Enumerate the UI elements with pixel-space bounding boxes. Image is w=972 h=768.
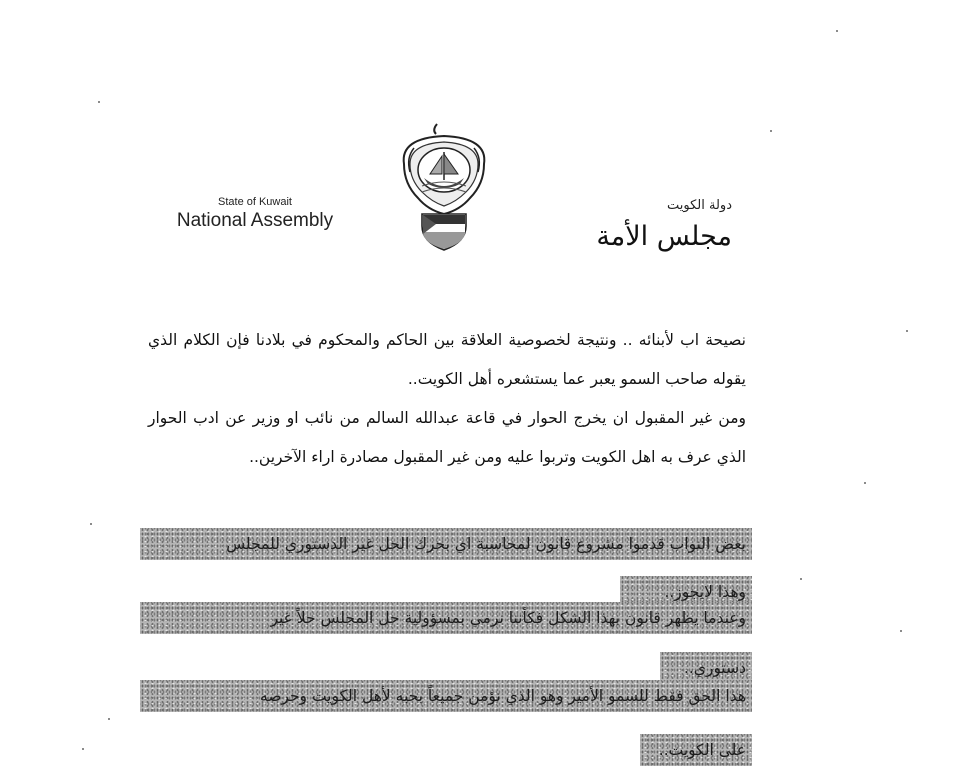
scan-speck [82, 748, 84, 750]
national-assembly-label: National Assembly [176, 210, 334, 231]
scan-speck [900, 630, 902, 632]
kuwait-emblem-icon [392, 118, 496, 254]
state-of-kuwait-label: State of Kuwait [218, 196, 292, 208]
paragraph-1: نصيحة اب لأبنائه .. ونتيجة لخصوصية العلاقة بين الحاكم والمحكوم في بلادنا فإن الكلام الذي يقوله صاحب السمو يعبر عما يستشعره أهل الكويت.. [148, 331, 746, 388]
scan-speck [906, 330, 908, 332]
arabic-letterhead [560, 198, 732, 252]
scan-speck [98, 101, 100, 103]
scan-speck [864, 482, 866, 484]
scan-speck [108, 718, 110, 720]
document-body [148, 321, 746, 477]
highlight-3-line-1: هذا الحق فقط للسمو الأمير وهو الذي نؤمن جميعاً بحبه لأهل الكويت وحرصه [140, 680, 752, 712]
paragraph-2: ومن غير المقبول ان يخرج الحوار في قاعة عبدالله السالم من نائب او وزير عن ادب الحوار الذي عرف به اهل الكويت وتربوا عليه ومن غير المقبول مصادرة اراء الآخرين.. [148, 409, 746, 466]
english-letterhead [160, 196, 350, 232]
scan-speck [770, 130, 772, 132]
national-assembly-arabic-label: مجلس الأمة [596, 221, 732, 252]
highlight-3-line-2: على الكويت.. [640, 734, 752, 766]
state-of-kuwait-arabic-label: دولة الكويت [667, 198, 732, 213]
highlight-1-line-2: وهذا لايجوز.. [620, 576, 752, 608]
highlight-2-line-1: وعندما يظهر قانون بهذا الشكل فكأننا نرمي بمسؤولية حل المجلس حلاً غير [140, 602, 752, 634]
scan-speck [800, 578, 802, 580]
highlight-2-line-2: دستوري.. [660, 652, 752, 684]
scan-speck [836, 30, 838, 32]
scan-speck [90, 523, 92, 525]
highlight-1-line-1: بعض النواب قدموا مشروع قانون لمحاسبة اي بحرك الحل غير الدستوري للمجلس [140, 528, 752, 560]
